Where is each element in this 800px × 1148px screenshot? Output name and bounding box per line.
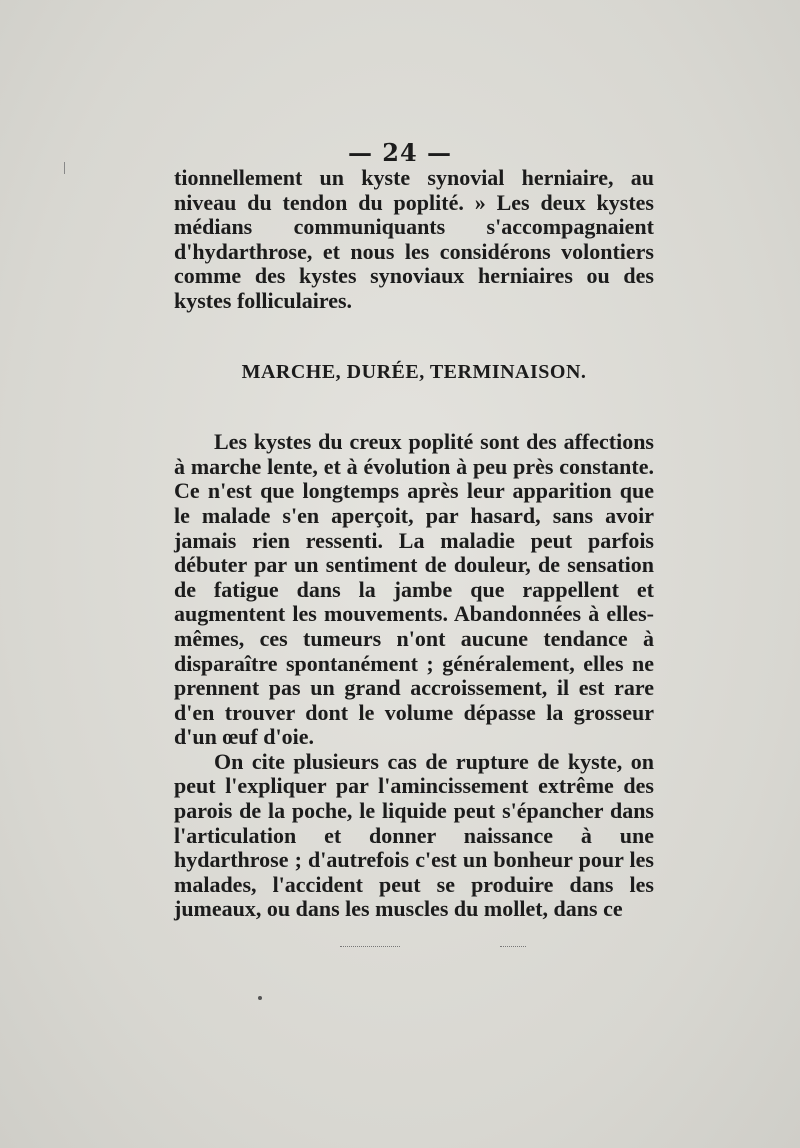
paragraph-rupture: On cite plusieurs cas de rupture de kyste, on peut l'expliquer par l'amincissement extrême des parois de la poche, le liquide peut s'épancher dans l'articulation et donner naissance à une hydarthrose ; d'autrefois c'est un bonheur pour les malades, l'accident peut se produire dans les jumeaux, ou dans les muscles du mollet, dans ce (174, 748, 654, 922)
footnote-rule-right (500, 946, 526, 947)
footnote-rule (340, 946, 400, 947)
page-number: — 24 — (347, 138, 453, 167)
paragraph-marche: Les kystes du creux poplité sont des affections à marche lente, et à évolution à peu près constante. Ce n'est que longtemps après leur apparition que le malade s'en aperçoit, par hasard, sans avoir jamais rien ressenti. La maladie peut parfois débuter par un sentiment de douleur, de sensation de fatigue dans la jambe que rappellent et augmentent les mouvements. Abandonnées à elles-mêmes, ces tumeurs n'ont aucune tendance à disparaître spontanément ; généralement, elles ne prennent pas un grand accroissement, il est rare d'en trouver dont le volume dépasse la grosseur d'un œuf d'oie. (174, 429, 654, 750)
body-text (174, 166, 654, 922)
section-heading: MARCHE, DURÉE, TERMINAISON. (241, 360, 587, 383)
paragraph-continued: tionnellement un kyste synovial herniaire, au niveau du tendon du poplité. » Les deux kystes médians communiquants s'accompagnaient d'hydarthrose, et nous les considérons volontiers comme des kystes synoviaux herniaires ou des kystes folliculaires. (174, 165, 654, 313)
ink-speck (258, 996, 262, 1000)
